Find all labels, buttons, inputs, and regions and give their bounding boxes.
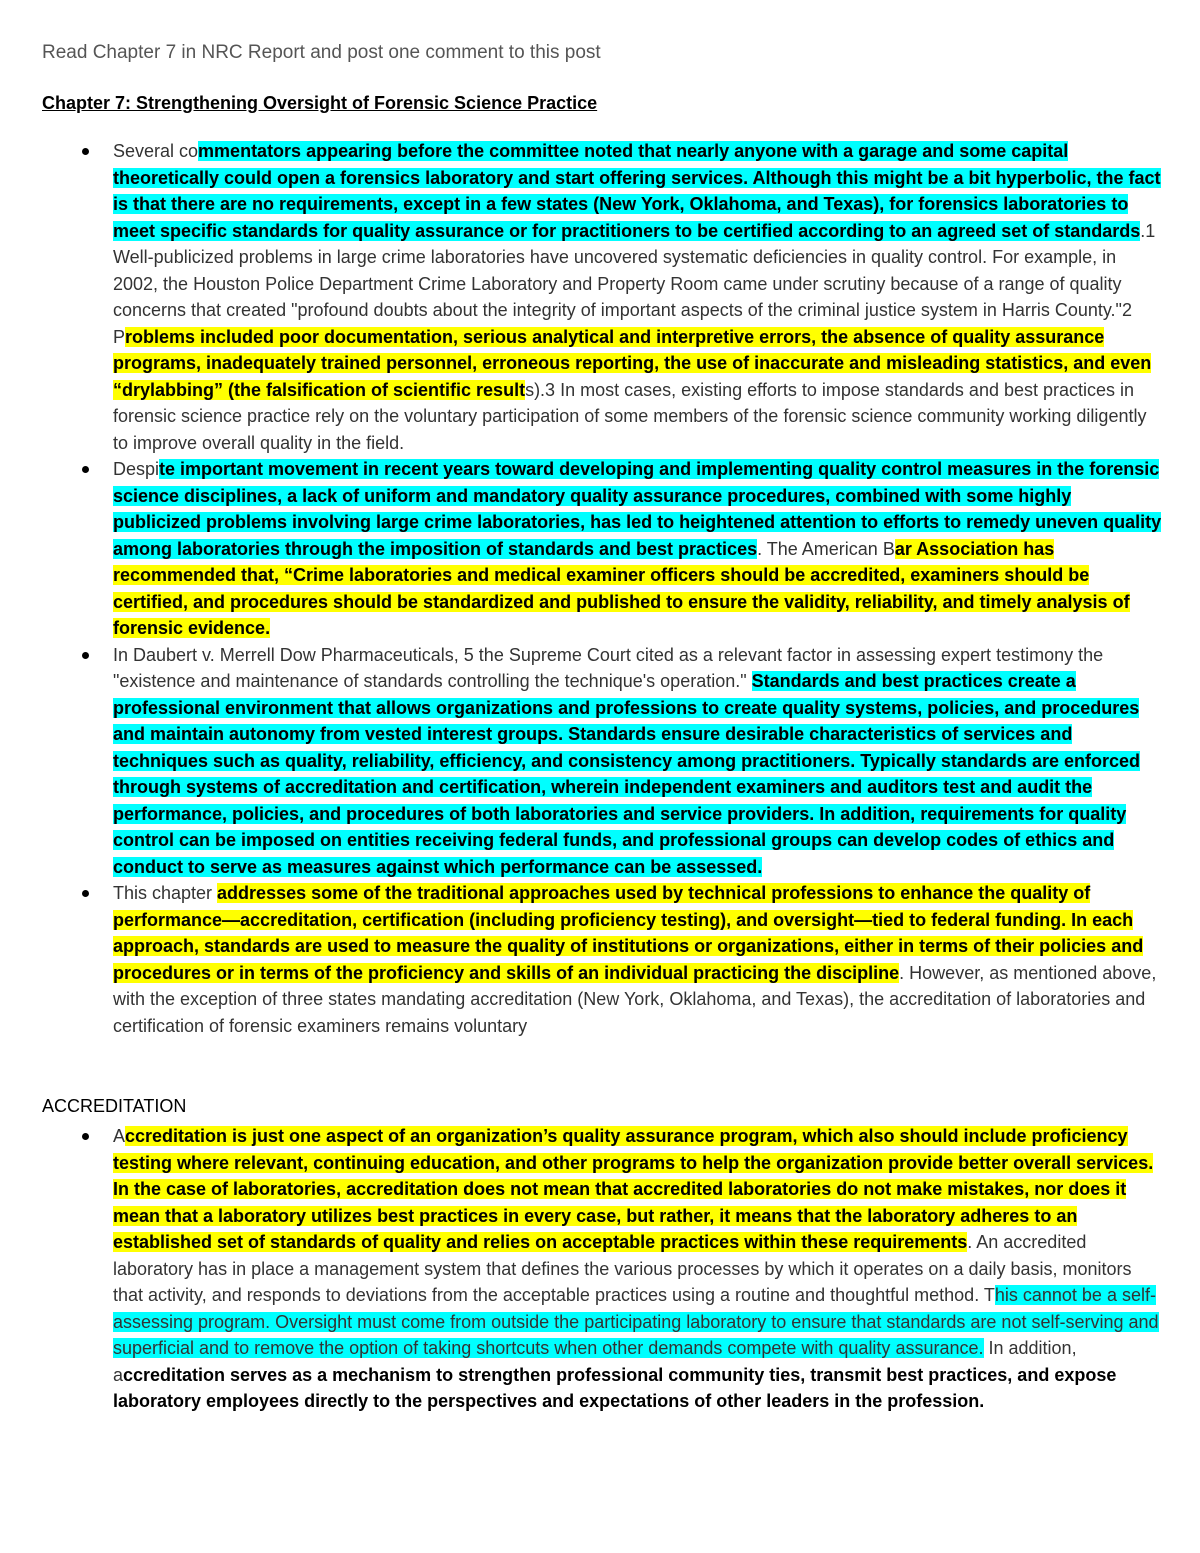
- plain-text: s).3 In most cases, existing efforts to impose standards and best practices in forensic science practice rely on the voluntary participation of some members of the forensic science community working diligently to improve overall quality in the field.: [113, 379, 1147, 453]
- list-item: [42, 1123, 1162, 1415]
- yellow-highlight: ccreditation is just one aspect of an organization’s quality assurance program, which also should include proficiency testing where relevant, continuing education, and other programs to help the organization provide better overall services. In the case of laboratories, accreditation does not mean that accredited laboratories do not make mistakes, nor does it mean that a laboratory utilizes best practices in every case, but rather, it means that the laboratory adheres to an established set of standards of quality and relies on acceptable practices within these requirements: [113, 1126, 1154, 1252]
- cyan-highlight: te important movement in recent years toward developing and implementing quality control measures in the forensic science disciplines, a lack of uniform and mandatory quality assurance procedures, combined with some highly publicized problems involving large crime laboratories, has led to heightened attention to efforts to remedy uneven quality among laboratories through the imposition of standards and best practices: [113, 459, 1162, 559]
- plain-text: A: [113, 1126, 126, 1146]
- bullet-dot-icon: [82, 148, 89, 155]
- bullet-dot-icon: [82, 652, 89, 659]
- list-item: [42, 880, 1162, 1039]
- yellow-highlight: addresses some of the traditional approaches used by technical professions to enhance the quality of performance—accreditation, certification (including proficiency testing), and oversight—tied to federal funding. In each approach, standards are used to measure the quality of institutions or organizations, either in terms of their policies and procedures or in terms of the proficiency and skills of an individual practicing the discipline: [113, 883, 1144, 983]
- bold-text: ccreditation serves as a mechanism to strengthen professional community ties, transmit best practices, and expose laboratory employees directly to the perspectives and expectations of other leaders in the profession.: [113, 1364, 1117, 1411]
- plain-text: . The American B: [757, 538, 895, 559]
- yellow-highlight: ar Association has recommended that, “Crime laboratories and medical examiner officers should be accredited, examiners should be certified, and procedures should be standardized and published to ensure the validity, reliability, and timely analysis of forensic evidence.: [113, 538, 1130, 638]
- plain-text: This chapter: [113, 883, 218, 903]
- cyan-highlight: Standards and best practices create a professional environment that allows organizations and professions to create quality systems, policies, and procedures and maintain autonomy from vested interest groups. Standards ensure desirable characteristics of services and techniques such as quality, reliability, efficiency, and consistency among practitioners. Typically standards are enforced through systems of accreditation and certification, wherein independent examiners and auditors test and audit the performance, policies, and procedures of both laboratories and service providers. In addition, requirements for quality control can be imposed on entities receiving federal funds, and professional groups can develop codes of ethics and conduct to serve as measures against which performance can be assessed.: [113, 671, 1140, 877]
- cyan-highlight: mmentators appearing before the committee noted that nearly anyone with a garage and some capital theoretically could open a forensics laboratory and start offering services. Although this might be a bit hyperbolic, the fact is that there are no requirements, except in a few states (New York, Oklahoma, and Texas), for forensics laboratories to meet specific standards for quality assurance or for practitioners to be certified according to an agreed set of standards: [113, 141, 1161, 241]
- plain-text: In Daubert v. Merrell Dow Pharmaceuticals, 5 the Supreme Court cited as a relevant factor in assessing expert testimony the "existence and maintenance of standards controlling the technique's operation.": [113, 644, 1104, 691]
- list-item: [42, 138, 1162, 456]
- document-page: [42, 40, 1162, 1415]
- section-heading: ACCREDITATION: [42, 1096, 187, 1116]
- yellow-highlight: roblems included poor documentation, serious analytical and interpretive errors, the absence of quality assurance programs, inadequately trained personnel, erroneous reporting, the use of inaccurate and misleading statistics, and even “drylabbing” (the falsification of scientific result: [113, 326, 1152, 400]
- bullet-list: [42, 138, 1162, 1039]
- plain-text: .1 Well-publicized problems in large crime laboratories have uncovered systematic deficiencies in quality control. For example, in 2002, the Houston Police Department Crime Laboratory and Property Room came under scrutiny because of a range of quality concerns that created "profound doubts about the integrity of important aspects of the criminal justice system in Harris County."2 P: [113, 220, 1156, 347]
- bullet-dot-icon: [82, 466, 89, 473]
- list-item: [42, 642, 1162, 881]
- plain-text: . However, as mentioned above, with the exception of three states mandating accreditation (New York, Oklahoma, and Texas), the accreditation of laboratories and certification of forensic examiners remains voluntary: [113, 962, 1157, 1036]
- plain-text: . An accredited laboratory has in place a management system that defines the various processes by which it operates on a daily basis, monitors that activity, and responds to deviations from the acceptable practices using a routine and thoughtful method. T: [113, 1232, 1132, 1305]
- plain-text: In addition, a: [113, 1338, 1077, 1385]
- chapter-title: Chapter 7: Strengthening Oversight of Forensic Science Practice: [42, 93, 598, 113]
- bullet-dot-icon: [82, 1133, 89, 1140]
- accreditation-list: [42, 1123, 1162, 1415]
- cyan-highlight: his cannot be a self-assessing program. Oversight must come from outside the participating laboratory to ensure that standards are not self-serving and superficial and to remove the option of taking shortcuts when other demands compete with quality assurance.: [113, 1285, 1159, 1358]
- bullet-dot-icon: [82, 890, 89, 897]
- intro-text: Read Chapter 7 in NRC Report and post one comment to this post: [42, 42, 601, 63]
- plain-text: Several co: [113, 141, 199, 161]
- list-item: [42, 456, 1162, 642]
- plain-text: Despi: [113, 459, 160, 479]
